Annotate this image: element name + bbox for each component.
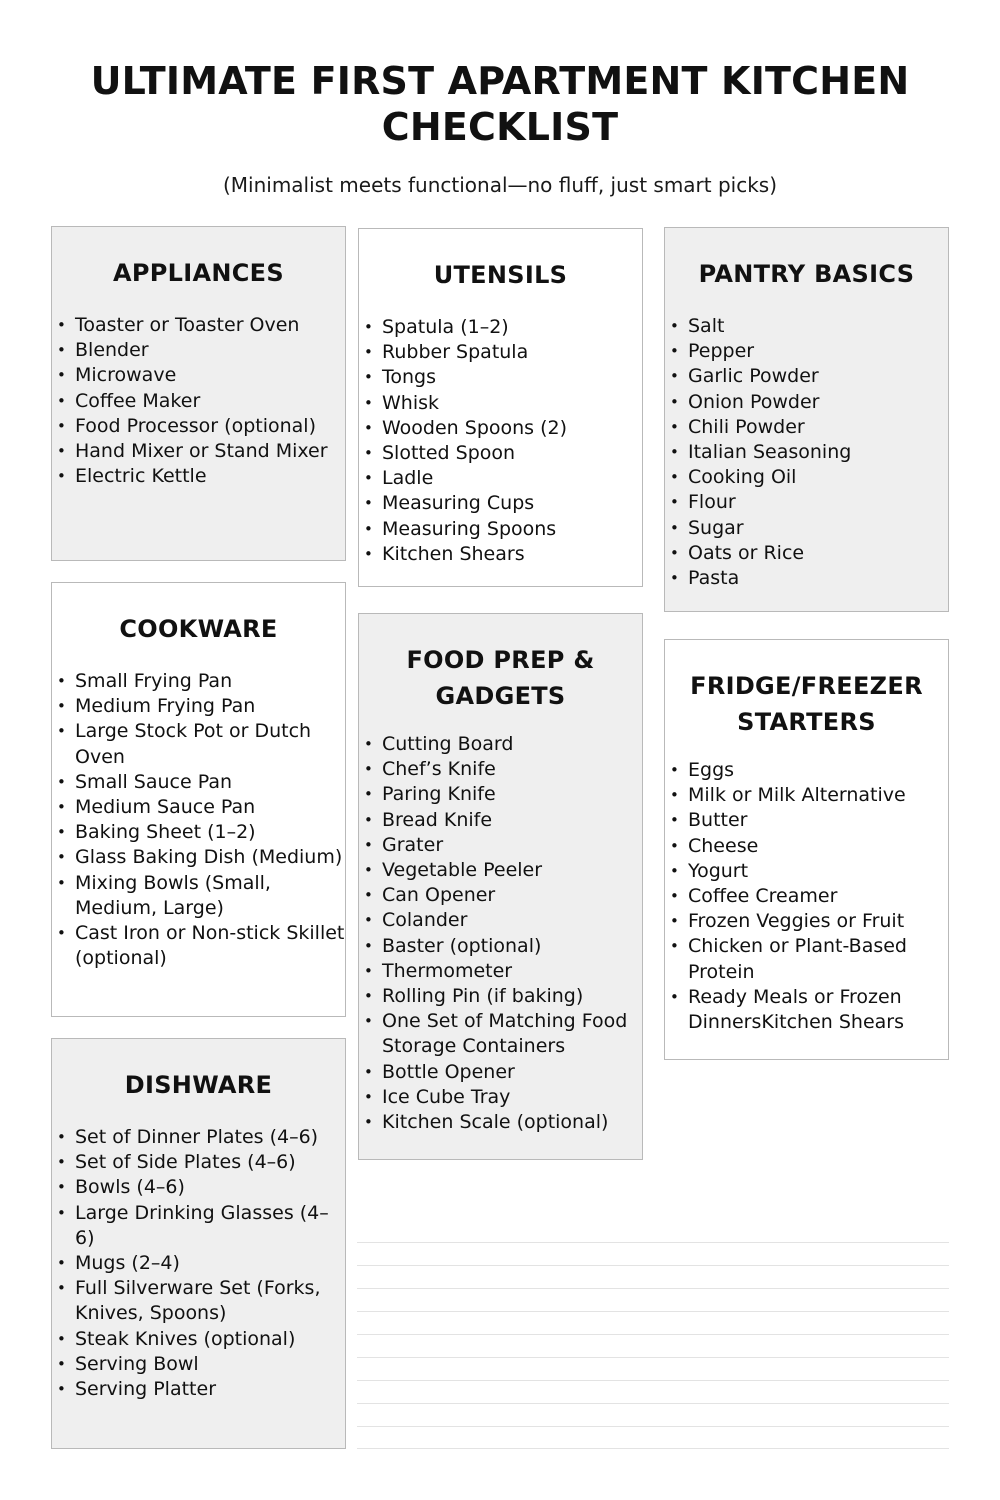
checklist-item: • Blender — [52, 338, 345, 363]
checklist-item: • Sugar — [665, 516, 948, 541]
checklist-item: • Small Frying Pan — [52, 669, 345, 694]
checklist-item: • Ready Meals or Frozen DinnersKitchen Shears — [665, 985, 948, 1035]
section-fridge-freezer-starters — [664, 639, 949, 1060]
checklist-item: • Yogurt — [665, 859, 948, 884]
checklist-item: • Serving Bowl — [52, 1352, 345, 1377]
checklist-item: • Cooking Oil — [665, 465, 948, 490]
checklist-item: • Microwave — [52, 363, 345, 388]
checklist — [52, 313, 345, 489]
note-line — [357, 1242, 949, 1243]
checklist-item: • Rubber Spatula — [359, 340, 642, 365]
checklist-item: • Cutting Board — [359, 732, 642, 757]
checklist-item: • Salt — [665, 314, 948, 339]
checklist-item: • Kitchen Scale (optional) — [359, 1110, 642, 1135]
checklist — [359, 315, 642, 567]
checklist-item: • Bread Knife — [359, 808, 642, 833]
checklist-item: • Glass Baking Dish (Medium) — [52, 845, 345, 870]
section-pantry-basics — [664, 227, 949, 612]
checklist-item: • Measuring Spoons — [359, 517, 642, 542]
checklist-item: • Electric Kettle — [52, 464, 345, 489]
checklist-item: • Wooden Spoons (2) — [359, 416, 642, 441]
checklist-item: • Thermometer — [359, 959, 642, 984]
checklist-item: • Medium Frying Pan — [52, 694, 345, 719]
checklist-item: • One Set of Matching Food Storage Containers — [359, 1009, 642, 1059]
checklist-item: • Vegetable Peeler — [359, 858, 642, 883]
page-subtitle: (Minimalist meets functional—no fluff, just smart picks) — [222, 173, 778, 197]
section-heading: COOKWARE — [119, 615, 278, 643]
note-line — [357, 1403, 949, 1404]
checklist-item: • Cast Iron or Non-stick Skillet (optional) — [52, 921, 345, 971]
section-heading: UTENSILS — [433, 261, 568, 289]
checklist-item: • Butter — [665, 808, 948, 833]
checklist-item: • Small Sauce Pan — [52, 770, 345, 795]
checklist — [665, 758, 948, 1035]
checklist-item: • Hand Mixer or Stand Mixer — [52, 439, 345, 464]
checklist-item: • Grater — [359, 833, 642, 858]
checklist-item: • Whisk — [359, 391, 642, 416]
checklist-item: • Pasta — [665, 566, 948, 591]
checklist-item: • Chicken or Plant-Based Protein — [665, 934, 948, 984]
page-title-line: ULTIMATE FIRST APARTMENT KITCHEN — [90, 59, 910, 103]
checklist-item: • Garlic Powder — [665, 364, 948, 389]
section-dishware — [51, 1038, 346, 1449]
checklist-item: • Milk or Milk Alternative — [665, 783, 948, 808]
checklist — [52, 669, 345, 971]
checklist-item: • Food Processor (optional) — [52, 414, 345, 439]
checklist-item: • Set of Side Plates (4–6) — [52, 1150, 345, 1175]
checklist-item: • Flour — [665, 490, 948, 515]
checklist-item: • Steak Knives (optional) — [52, 1327, 345, 1352]
section-heading: FOOD PREP & GADGETS — [406, 646, 595, 710]
checklist-item: • Pepper — [665, 339, 948, 364]
checklist-item: • Large Drinking Glasses (4–6) — [52, 1201, 345, 1251]
section-utensils — [358, 228, 643, 587]
checklist-item: • Eggs — [665, 758, 948, 783]
note-line — [357, 1265, 949, 1266]
checklist-item: • Coffee Creamer — [665, 884, 948, 909]
checklist-item: • Chili Powder — [665, 415, 948, 440]
checklist-item: • Oats or Rice — [665, 541, 948, 566]
checklist — [359, 732, 642, 1135]
checklist-item: • Can Opener — [359, 883, 642, 908]
note-line — [357, 1380, 949, 1381]
note-line — [357, 1448, 949, 1449]
checklist-item: • Set of Dinner Plates (4–6) — [52, 1125, 345, 1150]
checklist-item: • Mixing Bowls (Small, Medium, Large) — [52, 871, 345, 921]
section-cookware — [51, 582, 346, 1017]
checklist-item: • Measuring Cups — [359, 491, 642, 516]
note-line — [357, 1334, 949, 1335]
checklist-item: • Ice Cube Tray — [359, 1085, 642, 1110]
checklist-item: • Kitchen Shears — [359, 542, 642, 567]
section-heading: PANTRY BASICS — [698, 260, 915, 288]
checklist-item: • Rolling Pin (if baking) — [359, 984, 642, 1009]
section-heading: FRIDGE/FREEZER STARTERS — [690, 672, 923, 736]
checklist-item: • Paring Knife — [359, 782, 642, 807]
checklist — [665, 314, 948, 591]
section-food-prep-gadgets — [358, 613, 643, 1160]
checklist-item: • Baster (optional) — [359, 934, 642, 959]
checklist-item: • Chef’s Knife — [359, 757, 642, 782]
checklist-item: • Bowls (4–6) — [52, 1175, 345, 1200]
checklist-item: • Toaster or Toaster Oven — [52, 313, 345, 338]
section-appliances — [51, 226, 346, 561]
checklist-item: • Tongs — [359, 365, 642, 390]
checklist — [52, 1125, 345, 1402]
checklist-item: • Onion Powder — [665, 390, 948, 415]
checklist-item: • Cheese — [665, 834, 948, 859]
checklist-item: • Italian Seasoning — [665, 440, 948, 465]
checklist-item: • Spatula (1–2) — [359, 315, 642, 340]
note-line — [357, 1426, 949, 1427]
checklist-item: • Coffee Maker — [52, 389, 345, 414]
checklist-item: • Large Stock Pot or Dutch Oven — [52, 719, 345, 769]
checklist-item: • Ladle — [359, 466, 642, 491]
checklist-item: • Frozen Veggies or Fruit — [665, 909, 948, 934]
page-title-line: CHECKLIST — [381, 105, 619, 149]
note-line — [357, 1288, 949, 1289]
checklist-item: • Bottle Opener — [359, 1060, 642, 1085]
checklist-item: • Medium Sauce Pan — [52, 795, 345, 820]
checklist-item: • Mugs (2–4) — [52, 1251, 345, 1276]
page-title — [0, 58, 1000, 150]
checklist-item: • Baking Sheet (1–2) — [52, 820, 345, 845]
checklist-item: • Full Silverware Set (Forks, Knives, Spoons) — [52, 1276, 345, 1326]
note-line — [357, 1311, 949, 1312]
section-heading: DISHWARE — [124, 1071, 273, 1099]
section-heading: APPLIANCES — [113, 259, 284, 287]
checklist-item: • Colander — [359, 908, 642, 933]
checklist-item: • Slotted Spoon — [359, 441, 642, 466]
note-line — [357, 1357, 949, 1358]
checklist-item: • Serving Platter — [52, 1377, 345, 1402]
